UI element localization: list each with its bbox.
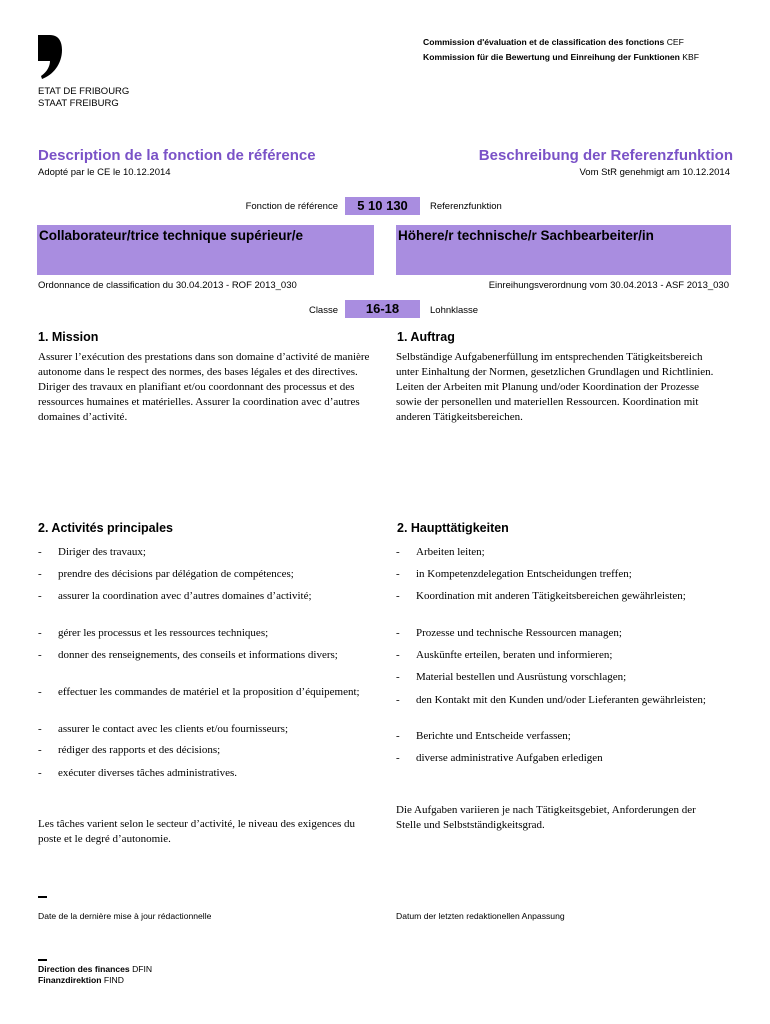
list-item: - effectuer les commandes de matériel et la proposition d’équipement; — [38, 685, 388, 699]
commission-fr: Commission d'évaluation et de classification des fonctions CEF — [423, 37, 684, 47]
department-de: Finanzdirektion FIND — [38, 975, 124, 985]
list-item: - donner des renseignements, des conseils et informations divers; — [38, 648, 388, 662]
class-label-de: Lohnklasse — [430, 305, 479, 316]
list-item: - assurer la coordination avec d’autres domaines d’activité; — [38, 589, 358, 603]
footer-rule-update — [38, 896, 47, 898]
mission-text-de: Selbständige Aufgabenerfüllung im entsprechenden Tätigkeitsbereich unter Einhaltung der Normen, gesetzlichen Grundlagen und Richtlinien. Leiten der Arbeiten mit Planung und/oder Koordination der Prozesse sowie der personellen und materiellen Ressourcen. Koordination mit anderen Tätigkeitsbereichen. — [396, 351, 714, 423]
list-item: - assurer le contact avec les clients et/ou fournisseurs; — [38, 722, 378, 736]
list-item: - Arbeiten leiten; — [396, 545, 726, 559]
commission-de: Kommission für die Bewertung und Einreihung der Funktionen KBF — [423, 52, 699, 62]
activities-note-fr: Les tâches varient selon le secteur d’activité, le niveau des exigences du poste et le degré d’autonomie. — [38, 818, 356, 845]
mission-title-fr: 1. Mission — [38, 330, 99, 344]
reference-label-fr: Fonction de référence — [245, 201, 338, 212]
function-name-box-fr — [37, 225, 374, 275]
function-name-de: Höhere/r technische/r Sachbearbeiter/in — [398, 228, 654, 243]
last-update-de: Datum der letzten redaktionellen Anpassung — [396, 911, 565, 921]
activities-note-de: Die Aufgaben variieren je nach Tätigkeitsgebiet, Anforderungen der Stelle und Selbstständigkeitsgrad. — [396, 804, 696, 831]
ordinance-fr: Ordonnance de classification du 30.04.2013 - ROF 2013_030 — [38, 280, 297, 291]
list-item: - diverse administrative Aufgaben erledigen — [396, 751, 726, 765]
commission-block — [423, 37, 753, 67]
list-item: - Material bestellen und Ausrüstung vorschlagen; — [396, 670, 726, 684]
activities-title-fr: 2. Activités principales — [38, 521, 174, 535]
fribourg-comma-logo-icon — [37, 34, 63, 80]
department-fr: Direction des finances DFIN — [38, 964, 153, 974]
list-item: - Berichte und Entscheide verfassen; — [396, 729, 726, 743]
adopted-fr: Adopté par le CE le 10.12.2014 — [38, 167, 171, 178]
adopted-de: Vom StR genehmigt am 10.12.2014 — [579, 167, 730, 178]
department-block — [38, 964, 152, 986]
class-value: 16-18 — [345, 300, 420, 318]
list-item: - rédiger des rapports et des décisions; — [38, 743, 378, 757]
list-item: - gérer les processus et les ressources techniques; — [38, 626, 378, 640]
reference-code: 5 10 130 — [345, 197, 420, 215]
mission-text-fr: Assurer l’exécution des prestations dans son domaine d’activité de manière autonome dans le respect des normes, des bases légales et des directives. Diriger des travaux en planifiant et/ou coordonnant des processus et des ressources humaines et matérielles. Assurer la coordination avec d’autres domaines d’activité. — [38, 351, 370, 423]
ordinance-de: Einreihungsverordnung vom 30.04.2013 - ASF 2013_030 — [488, 280, 729, 291]
list-item: - Koordination mit anderen Tätigkeitsbereichen gewährleisten; — [396, 589, 711, 603]
state-name — [38, 86, 129, 110]
last-update-fr: Date de la dernière mise à jour rédactionnelle — [38, 911, 212, 921]
mission-title-de: 1. Auftrag — [397, 330, 455, 344]
function-name-fr: Collaborateur/trice technique supérieur/e — [39, 228, 304, 243]
state-name-fr: ETAT DE FRIBOURG — [38, 86, 130, 97]
list-item: - in Kompetenzdelegation Entscheidungen treffen; — [396, 567, 726, 581]
activities-title-de: 2. Haupttätigkeiten — [397, 521, 509, 535]
state-name-de: STAAT FREIBURG — [38, 98, 119, 109]
page-title-fr: Description de la fonction de référence — [38, 147, 316, 164]
list-item: - Auskünfte erteilen, beraten und informieren; — [396, 648, 726, 662]
class-label-fr: Classe — [308, 305, 338, 316]
list-item: - prendre des décisions par délégation de compétences; — [38, 567, 378, 581]
list-item: - den Kontakt mit den Kunden und/oder Lieferanten gewährleisten; — [396, 693, 726, 707]
footer-rule-dept — [38, 959, 47, 961]
reference-label-de: Referenzfunktion — [430, 201, 502, 212]
list-item: - Diriger des travaux; — [38, 545, 378, 559]
page-title-de: Beschreibung der Referenzfunktion — [478, 147, 733, 164]
list-item: - Prozesse und technische Ressourcen managen; — [396, 626, 726, 640]
list-item: - exécuter diverses tâches administratives. — [38, 766, 378, 780]
function-name-box-de — [396, 225, 731, 275]
